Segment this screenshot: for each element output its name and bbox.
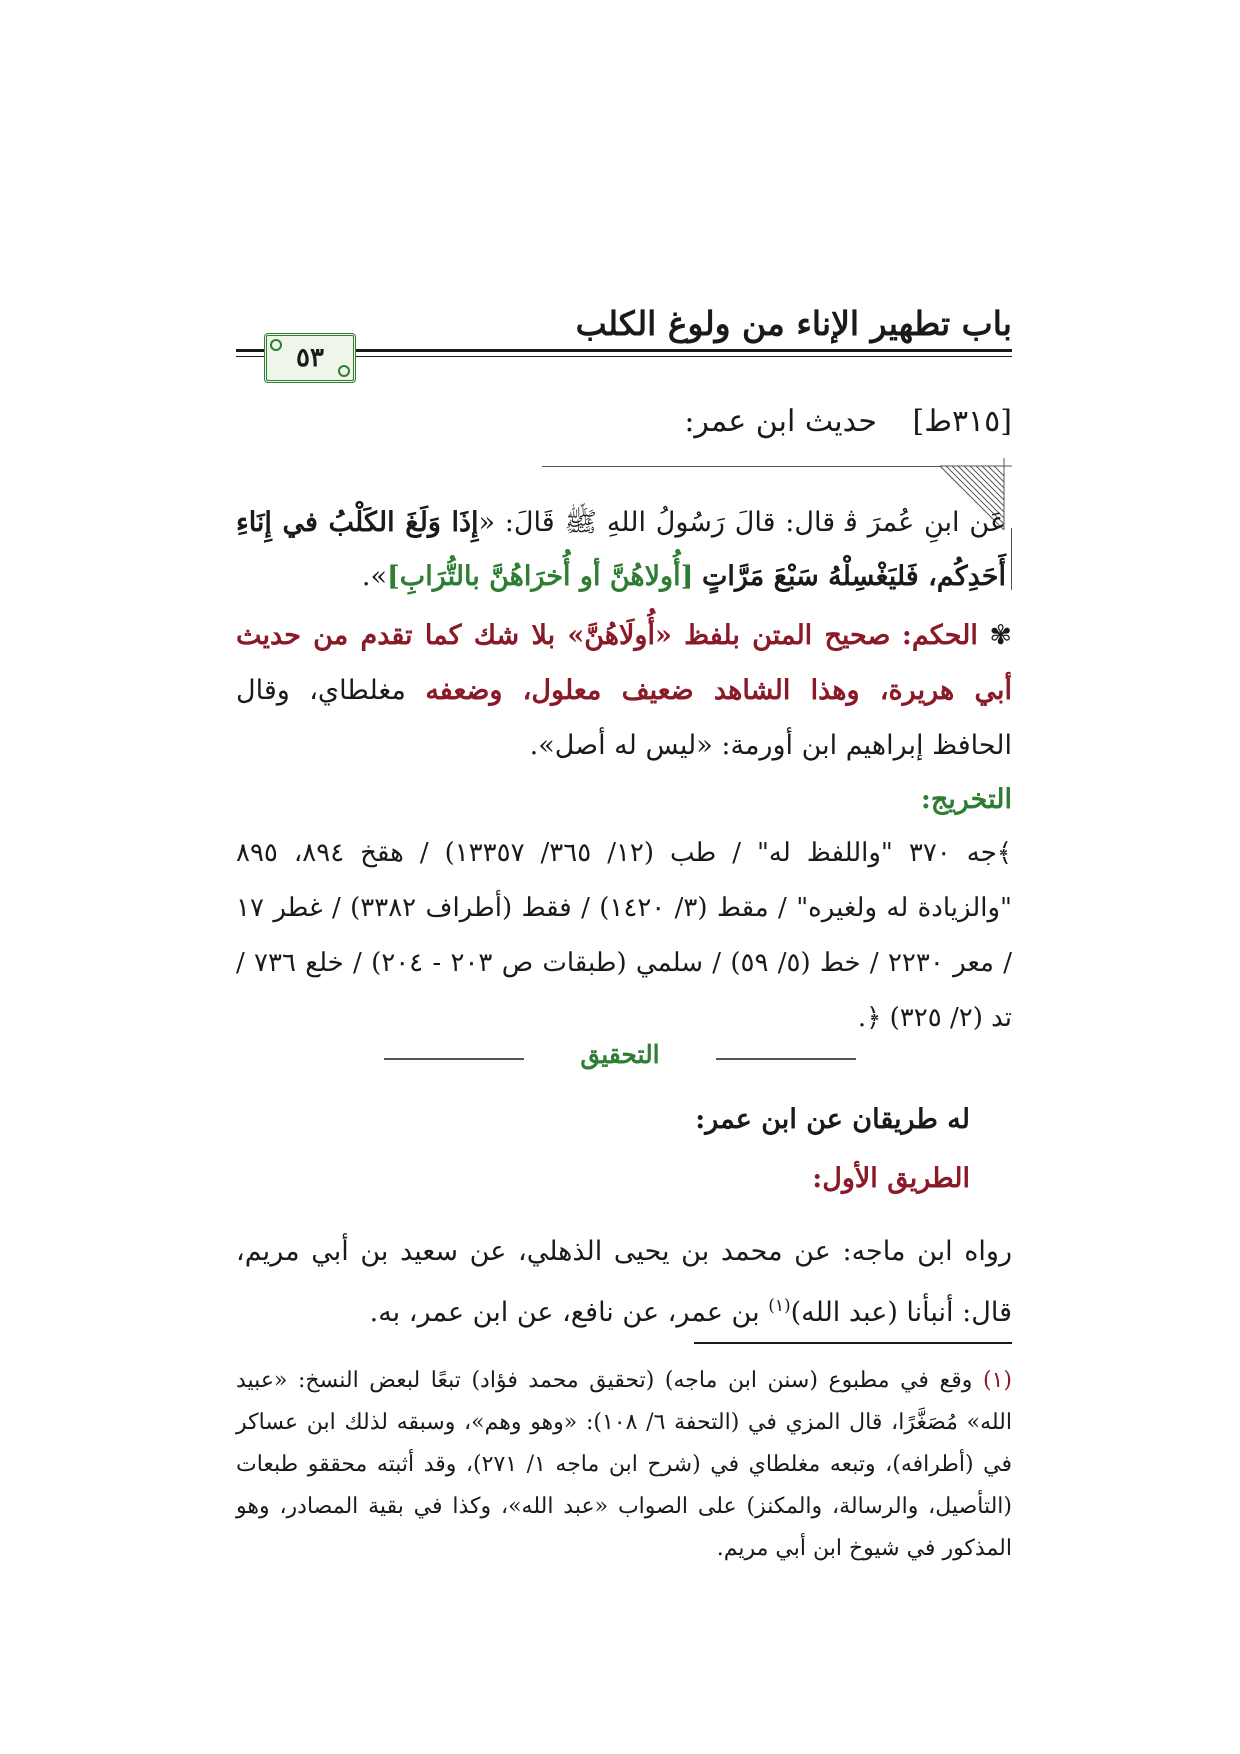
body-paragraph [236,1224,1012,1340]
ruling-rest: مغلطاي، وقال الحافظ إبراهيم ابن أورمة: «ليس له أصل». [236,675,1012,761]
header-rule-top [356,349,1012,352]
paths-heading: له طريقان عن ابن عمر: [695,1104,970,1135]
takhrij-title: التخريج: [920,784,1012,815]
running-title: باب تطهير الإناء من ولوغ الكلب [575,304,1012,343]
first-path-heading: الطريق الأول: [812,1163,970,1194]
hadith-intro: عَن ابنِ عُمرَ ﭬ قال: قالَ رَسُولُ اللهِ ﷺ قَالَ: « [478,507,1007,538]
header-rule-left-bottom [236,356,264,357]
ruling-paragraph [236,608,1012,773]
ruling-lead: الحكم: [901,620,978,651]
hadith-bold-text: إِذَا وَلَغَ الكَلْبُ في إِنَاءِ أَحَدِكُم، فَليَغْسِلْهُ سَبْعَ مَرَّاتٍ [236,507,1006,592]
takhrij-text: ﴾جه ٣٧٠ "واللفظ له" / طب (١٢/ ٣٦٥/ ١٣٣٥٧) / هقخ ٨٩٤، ٨٩٥ "والزيادة له ولغيره" / مقط (٣/ ١٤٢٠) / فقط (أطراف ٣٣٨٢) / غطر ١٧ / معر ٢٢٣٠ / خط (٥/ ٥٩) / سلمي (طبقات ص ٢٠٣ - ٢٠٤) / خلع ٧٣٦ / تد (٢/ ٣٢٥) ﴿. [236,838,1013,1033]
frame-top-rule [542,466,942,467]
header-rule-left-top [236,349,264,352]
footnote-rule [694,1342,1012,1344]
header-rule-bottom [356,356,1012,357]
hadith-number: [٣١٥ط] [912,404,1012,439]
hadith-header [684,404,1012,439]
footnote [236,1360,1012,1570]
footnote-text: وقع في مطبوع (سنن ابن ماجه) (تحقيق محمد فؤاد) تبعًا لبعض النسخ: «عبيد الله» مُصَغَّرًا، قال المزي في (التحفة ٦/ ١٠٨): «وهو وهم»، وسبقه لذلك ابن عساكر في (أطرافه)، وتبعه مغلطاي في (شرح ابن ماجه ١/ ٢٧١)، وقد أثبته محققو طبعات (التأصيل، والرسالة، والمكنز) على الصواب «عبد الله»، وكذا في بقية المصادر، وهو المذكور في شيوخ ابن أبي مريم. [236,1368,1012,1561]
ruling-main: صحيح المتن بلفظ «أُولَاهُنَّ» بلا شك كما تقدم من حديث أبي هريرة، وهذا الشاهد ضعيف معلول، وضعفه [236,620,1012,706]
hadith-variant: [أُولاهُنَّ أو أُخرَاهُنَّ بالتُّرَابِ] [387,561,694,592]
page-number: ٥٣ [296,343,324,373]
hadith-title: حديث ابن عمر: [684,404,877,439]
footnote-ref[interactable]: (١) [768,1296,791,1316]
footnote-number: (١) [983,1368,1013,1393]
page-number-badge [264,333,356,383]
hadith-text [236,496,1006,604]
body-end: بن عمر، عن نافع، عن ابن عمر، به. [369,1297,769,1328]
body-text: رواه ابن ماجه: عن محمد بن يحيى الذهلي، عن سعيد بن أبي مريم، قال: أنبأنا (عبد الله) [236,1236,1012,1328]
hadith-end: ». [361,561,388,592]
tahqiq-title: التحقيق [524,1040,716,1069]
ornament-icon: ✾ [977,620,1012,651]
frame-side-rule [1011,528,1012,590]
